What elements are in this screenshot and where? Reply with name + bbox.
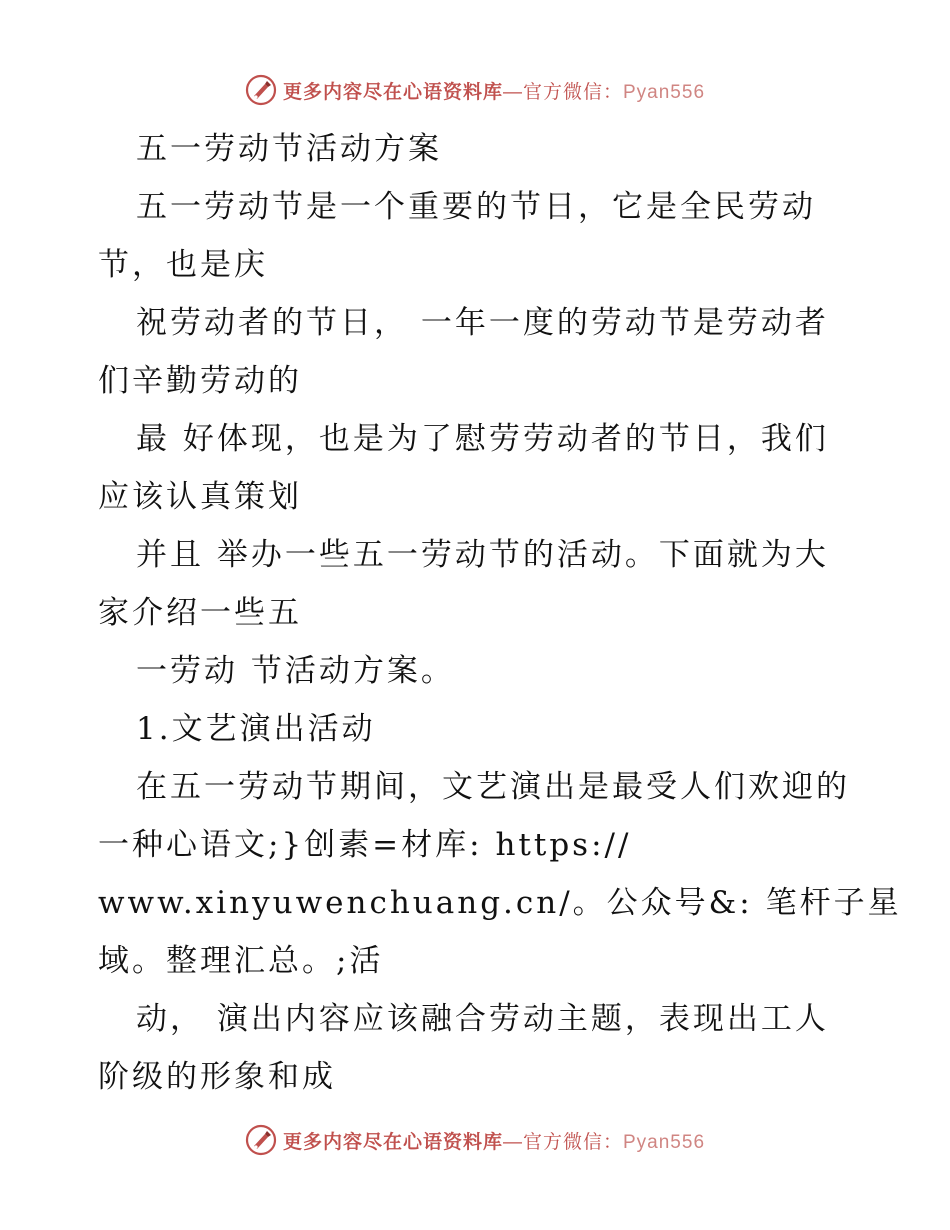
- pen-seal-icon: [245, 74, 277, 106]
- wechat-id: Pyan556: [623, 1131, 706, 1153]
- brand-text: 更多内容尽在心语资料库: [282, 81, 503, 103]
- banner-separator: —: [502, 81, 523, 103]
- text-line: www.xinyuwenchuang.cn/。公众号&: 笔杆子星: [98, 885, 902, 921]
- text-line: 最 好体现，也是为了慰劳劳动者的节日，我们: [136, 421, 829, 457]
- text-line: 五一劳动节是一个重要的节日，它是全民劳动: [136, 189, 816, 225]
- header-banner-content: [245, 74, 705, 106]
- text-line: 阶级的形象和成: [98, 1059, 336, 1095]
- pen-seal-icon: [245, 1124, 277, 1156]
- header-banner: [0, 70, 950, 110]
- brand-text: 更多内容尽在心语资料库: [282, 1131, 503, 1153]
- text-line: 节，也是庆: [98, 247, 268, 283]
- wechat-label: 官方微信：: [522, 81, 623, 103]
- footer-banner-content: [245, 1124, 705, 1156]
- text-line: 们辛勤劳动的: [98, 363, 302, 399]
- text-line: 一种心语文;}创素=材库: https://: [98, 827, 632, 863]
- text-line: 在五一劳动节期间，文艺演出是最受人们欢迎的: [136, 769, 850, 805]
- footer-banner-text: [283, 1127, 705, 1154]
- text-line: 家介绍一些五: [98, 595, 302, 631]
- header-banner-text: [283, 77, 705, 104]
- footer-banner: [0, 1120, 950, 1160]
- text-line: 五一劳动节活动方案: [136, 131, 442, 167]
- wechat-label: 官方微信：: [522, 1131, 623, 1153]
- document-body: [98, 120, 902, 1106]
- text-line: 祝劳动者的节日， 一年一度的劳动节是劳动者: [136, 305, 829, 341]
- wechat-id: Pyan556: [623, 81, 706, 103]
- text-line: 域。整理汇总。;活: [98, 943, 384, 979]
- text-line: 应该认真策划: [98, 479, 302, 515]
- banner-separator: —: [502, 1131, 523, 1153]
- text-line: 并且 举办一些五一劳动节的活动。下面就为大: [136, 537, 829, 573]
- text-line: 1.文艺演出活动: [136, 711, 376, 747]
- text-line: 动， 演出内容应该融合劳动主题，表现出工人: [136, 1001, 829, 1037]
- text-line: 一劳动 节活动方案。: [136, 653, 455, 689]
